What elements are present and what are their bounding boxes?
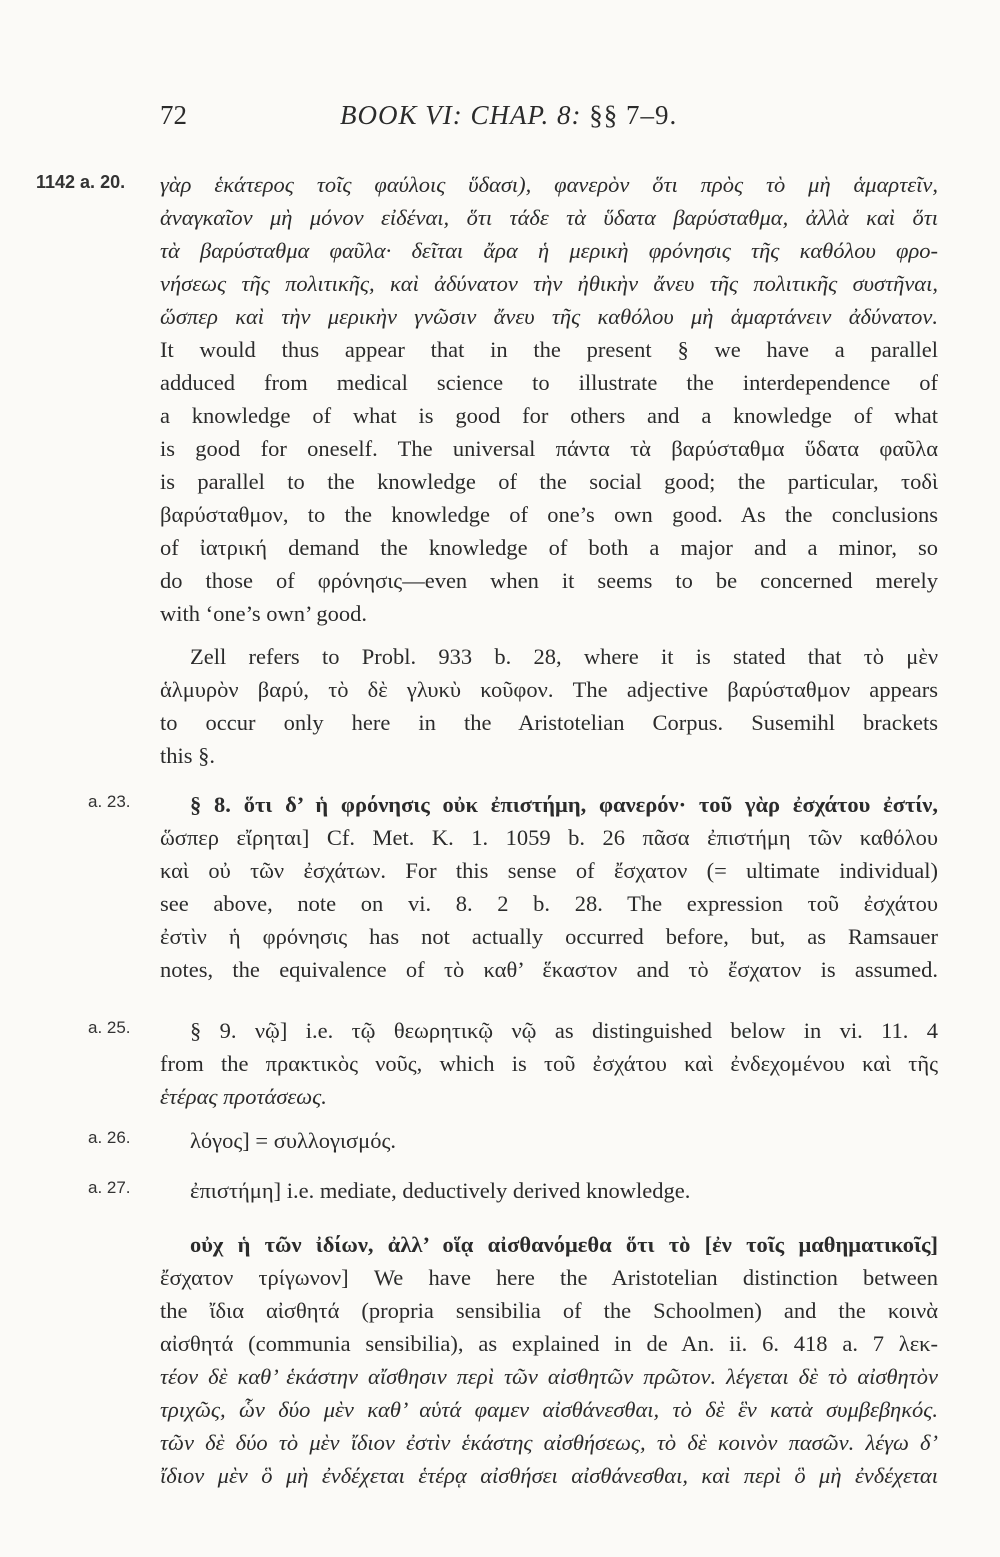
text-line: is good for oneself. The universal πάντα τὰ βαρύσταθμα ὕδατα φαῦλα (160, 436, 938, 461)
margin-ref: a. 25. (88, 1018, 131, 1037)
text-line: Zell refers to Probl. 933 b. 28, where it is stated that τὸ μὲν (190, 644, 938, 669)
margin-ref: 1142 a. 20. (36, 172, 126, 192)
text-line: ἁλμυρὸν βαρύ, τὸ δὲ γλυκὺ κοῦφον. The adjective βαρύσταθμον appears (160, 677, 938, 702)
note-a23 (160, 788, 938, 986)
margin-ref: a. 26. (88, 1128, 131, 1147)
text-line: a knowledge of what is good for others and a knowledge of what (160, 403, 938, 428)
page-header (160, 100, 940, 136)
running-head-title: BOOK VI: CHAP. 8: (340, 100, 582, 130)
text-line: ὥσπερ εἴρηται] Cf. Met. K. 1. 1059 b. 26 πᾶσα ἐπιστήμη τῶν καθόλου (160, 825, 938, 850)
text-line: τριχῶς, ὧν δύο μὲν καθ’ αὑτά φαμεν αἰσθάνεσθαι, τὸ δὲ ἓν κατὰ συμβεβηκός. (160, 1397, 938, 1422)
running-head (340, 100, 677, 131)
paragraph-zell (160, 640, 938, 772)
text-line: καὶ οὐ τῶν ἐσχάτων. For this sense of ἔσχατον (= ultimate individual) (160, 858, 938, 883)
text-line: αἰσθητά (communia sensibilia), as explained in de An. ii. 6. 418 a. 7 λεκ- (160, 1331, 938, 1356)
text-line: νήσεως τῆς πολιτικῆς, καὶ ἀδύνατον τὴν ἠθικὴν ἄνευ τῆς πολιτικῆς συστῆναι, (160, 271, 938, 296)
text-line: It would thus appear that in the present § we have a parallel (160, 337, 938, 362)
text-line: ἀναγκαῖον μὴ μόνον εἰδέναι, ὅτι τάδε τὰ ὕδατα βαρύσταθμα, ἀλλὰ καὶ ὅτι (160, 205, 938, 230)
text-line: adduced from medical science to illustrate the interdependence of (160, 370, 938, 395)
text-line: do those of φρόνησις—even when it seems to be concerned merely (160, 568, 938, 593)
text-line: notes, the equivalence of τὸ καθ’ ἕκαστον and τὸ ἔσχατον is assumed. (160, 957, 938, 982)
note-a25 (160, 1014, 938, 1113)
text-line: with ‘one’s own’ good. (160, 601, 368, 626)
margin-ref: a. 23. (88, 792, 131, 811)
paragraph-main (160, 168, 938, 630)
text-line: from the πρακτικὸς νοῦς, which is τοῦ ἐσχάτου καὶ ἐνδεχομένου καὶ τῆς (160, 1051, 938, 1076)
text-line: ὥσπερ καὶ τὴν μερικὴν γνῶσιν ἄνευ τῆς καθόλου μὴ ἁμαρτάνειν ἀδύνατον. (160, 304, 938, 329)
note-a26 (160, 1124, 938, 1157)
text-line: § 9. νῷ] i.e. τῷ θεωρητικῷ νῷ as distinguished below in vi. 11. 4 (190, 1018, 938, 1043)
text-line: τῶν δὲ δύο τὸ μὲν ἴδιον ἐστὶν ἑκάστης αἰσθήσεως, τὸ δὲ κοινὸν πασῶν. λέγω δ’ (160, 1430, 938, 1455)
text-line: see above, note on vi. 8. 2 b. 28. The expression τοῦ ἐσχάτου (160, 891, 938, 916)
text-line: οὐχ ἡ τῶν ἰδίων, ἀλλ’ οἵᾳ αἰσθανόμεθα ὅτι τὸ [ἐν τοῖς μαθηματικοῖς] (190, 1232, 938, 1257)
text-line: τὰ βαρύσταθμα φαῦλα· δεῖται ἄρα ἡ μερικὴ φρόνησις τῆς καθόλου φρο- (160, 238, 938, 263)
text-line: of ἰατρική demand the knowledge of both a major and a minor, so (160, 535, 938, 560)
text-line: ἔσχατον τρίγωνον] We have here the Aristotelian distinction between (160, 1265, 938, 1290)
text-line: ἴδιον μὲν ὃ μὴ ἐνδέχεται ἑτέρᾳ αἰσθήσει αἰσθάνεσθαι, καὶ περὶ ὃ μὴ ἐνδέχεται (160, 1463, 938, 1488)
text-line: λόγος] = συλλογισμός. (190, 1128, 397, 1153)
text-line: γὰρ ἑκάτερος τοῖς φαύλοις ὕδασι), φανερὸν ὅτι πρὸς τὸ μὴ ἁμαρτεῖν, (160, 172, 938, 197)
text-line: ἑτέρας προτάσεως. (160, 1084, 327, 1109)
page-number: 72 (160, 100, 187, 130)
text-line: the ἴδια αἰσθητά (propria sensibilia of the Schoolmen) and the κοινὰ (160, 1298, 938, 1323)
text-line: ἐπιστήμη] i.e. mediate, deductively derived knowledge. (190, 1178, 691, 1203)
running-head-sections: §§ 7–9. (589, 100, 678, 130)
margin-ref: a. 27. (88, 1178, 131, 1197)
text-line: ἐστὶν ἡ φρόνησις has not actually occurred before, but, as Ramsauer (160, 924, 938, 949)
text-line: to occur only here in the Aristotelian Corpus. Susemihl brackets (160, 710, 938, 735)
note-ouch (160, 1228, 938, 1492)
text-line: this §. (160, 743, 216, 768)
text-line: τέον δὲ καθ’ ἑκάστην αἴσθησιν περὶ τῶν αἰσθητῶν πρῶτον. λέγεται δὲ τὸ αἰσθητὸν (160, 1364, 938, 1389)
note-a27 (160, 1174, 938, 1207)
text-line: is parallel to the knowledge of the social good; the particular, τοδὶ (160, 469, 938, 494)
text-line: βαρύσταθμον, to the knowledge of one’s own good. As the conclusions (160, 502, 938, 527)
text-line: § 8. ὅτι δ’ ἡ φρόνησις οὐκ ἐπιστήμη, φανερόν· τοῦ γὰρ ἐσχάτου ἐστίν, (190, 792, 938, 817)
